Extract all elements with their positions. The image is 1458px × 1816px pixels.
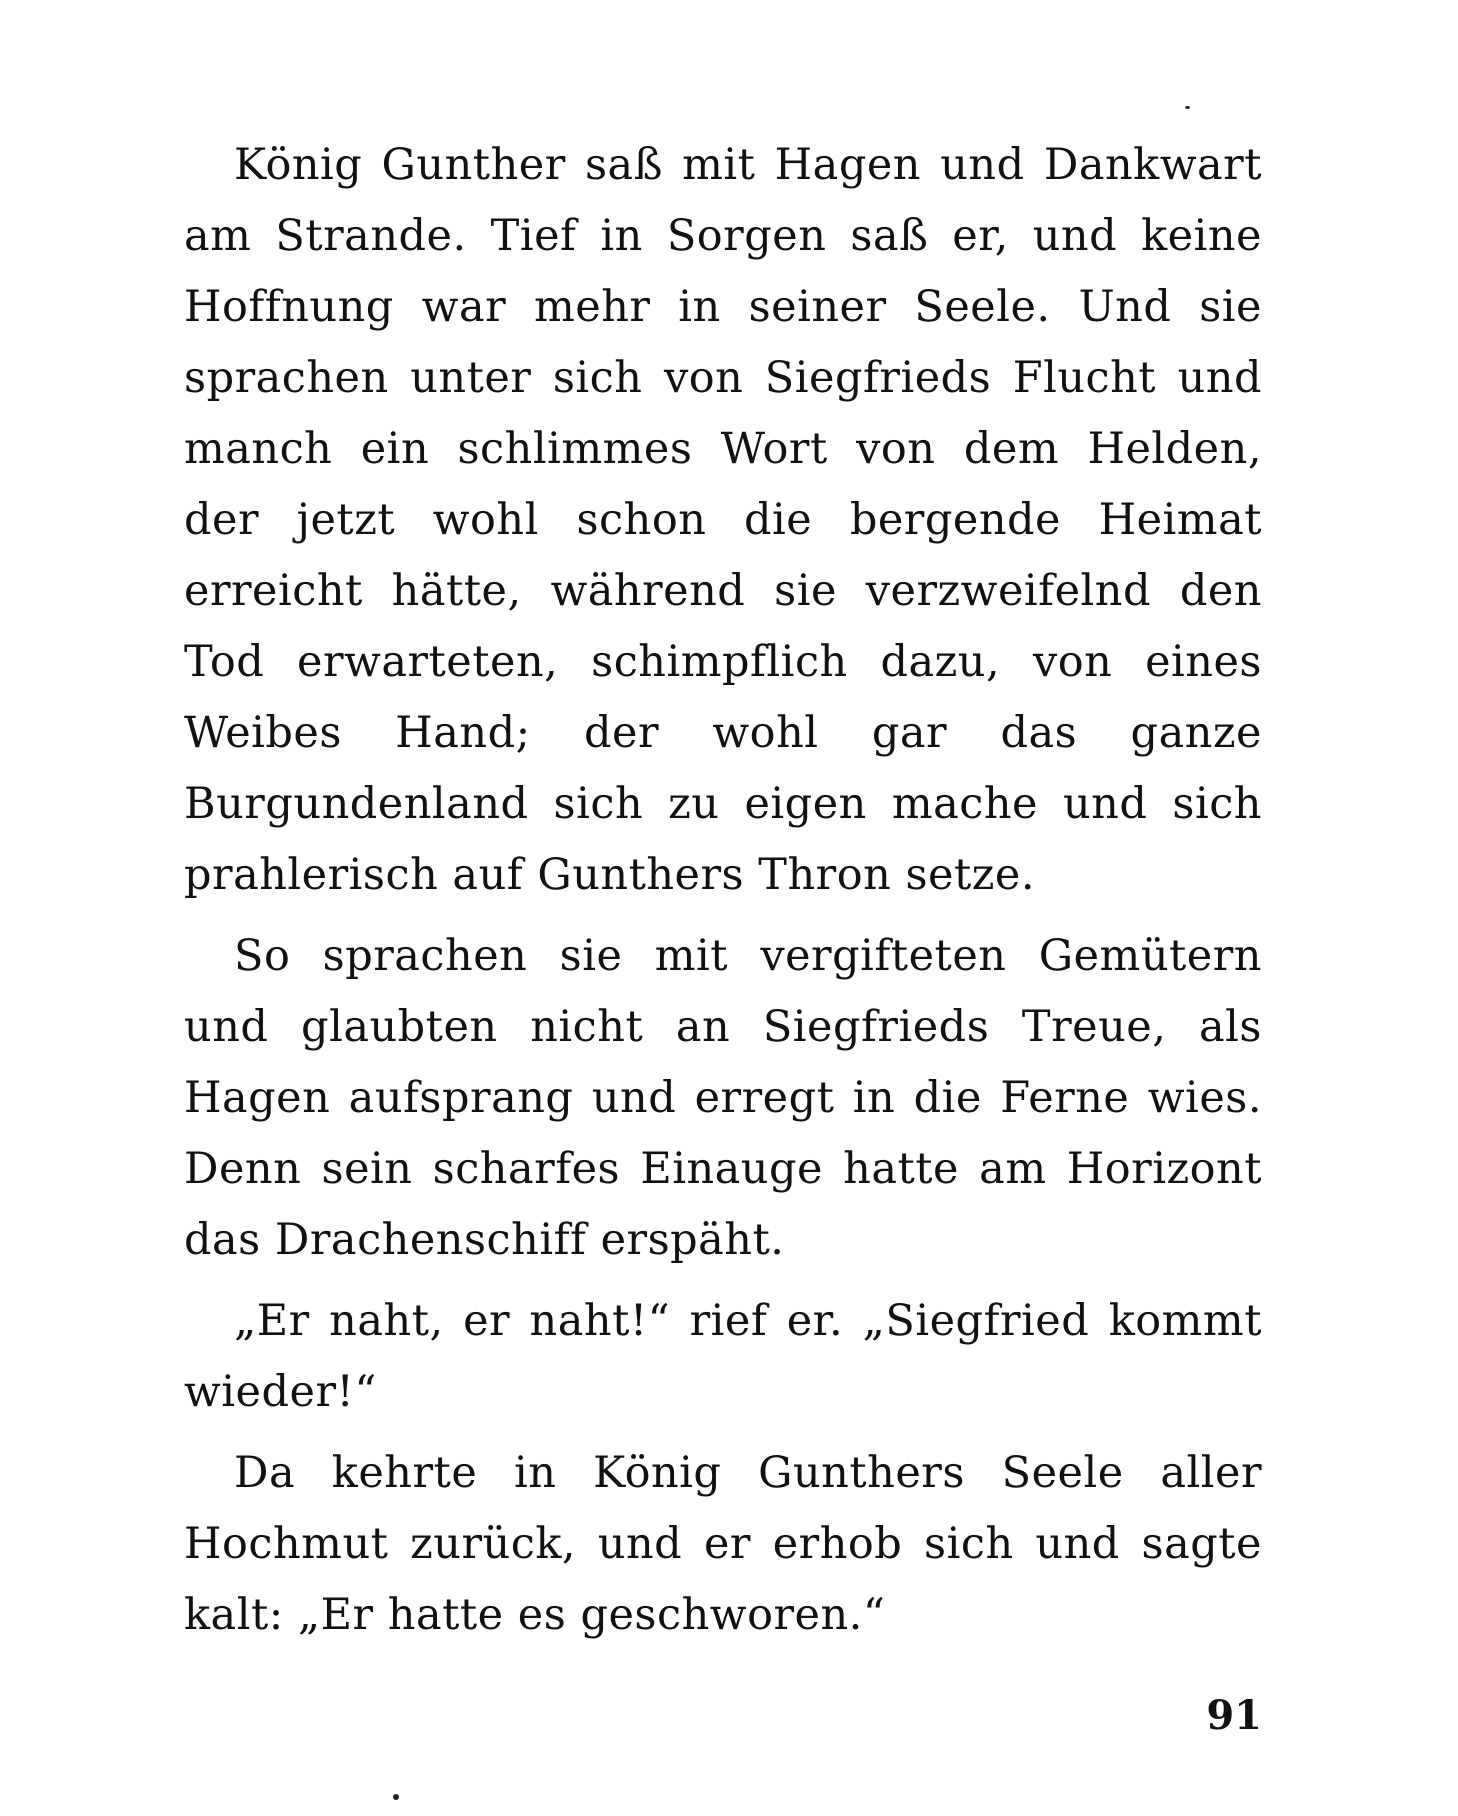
paragraph-1: König Gunther saß mit Hagen und Dankwart am Strande. Tief in Sorgen saß er, und keine Hoffnung war mehr in seiner Seele. Und sie sprachen unter sich von Siegfrieds Flucht und manch ein schlimmes Wort von dem Helden, der jetzt wohl schon die bergende Heimat erreicht hätte, während sie verzweifelnd den Tod erwarteten, schimpflich dazu, von eines Weibes Hand; der wohl gar das ganze Burgundenland sich zu eigen mache und sich prahlerisch auf Gunthers Thron setze.: [184, 140, 1262, 900]
page-number: 91: [1206, 1692, 1262, 1739]
print-speck-top: [1185, 106, 1190, 109]
print-speck-bottom: [393, 1794, 399, 1800]
paragraph-3: „Er naht, er naht!“ rief er. „Siegfried kommt wieder!“: [184, 1296, 1262, 1417]
body-text: [184, 130, 1262, 1651]
paragraph-2: So sprachen sie mit vergifteten Gemütern und glaubten nicht an Siegfrieds Treue, als Hagen aufsprang und erregt in die Ferne wies. Denn sein scharfes Einauge hatte am Horizont das Drachenschiff erspäht.: [184, 931, 1262, 1265]
paragraph-4: Da kehrte in König Gunthers Seele aller Hochmut zurück, und er erhob sich und sagte kalt: „Er hatte es geschworen.“: [184, 1448, 1262, 1640]
